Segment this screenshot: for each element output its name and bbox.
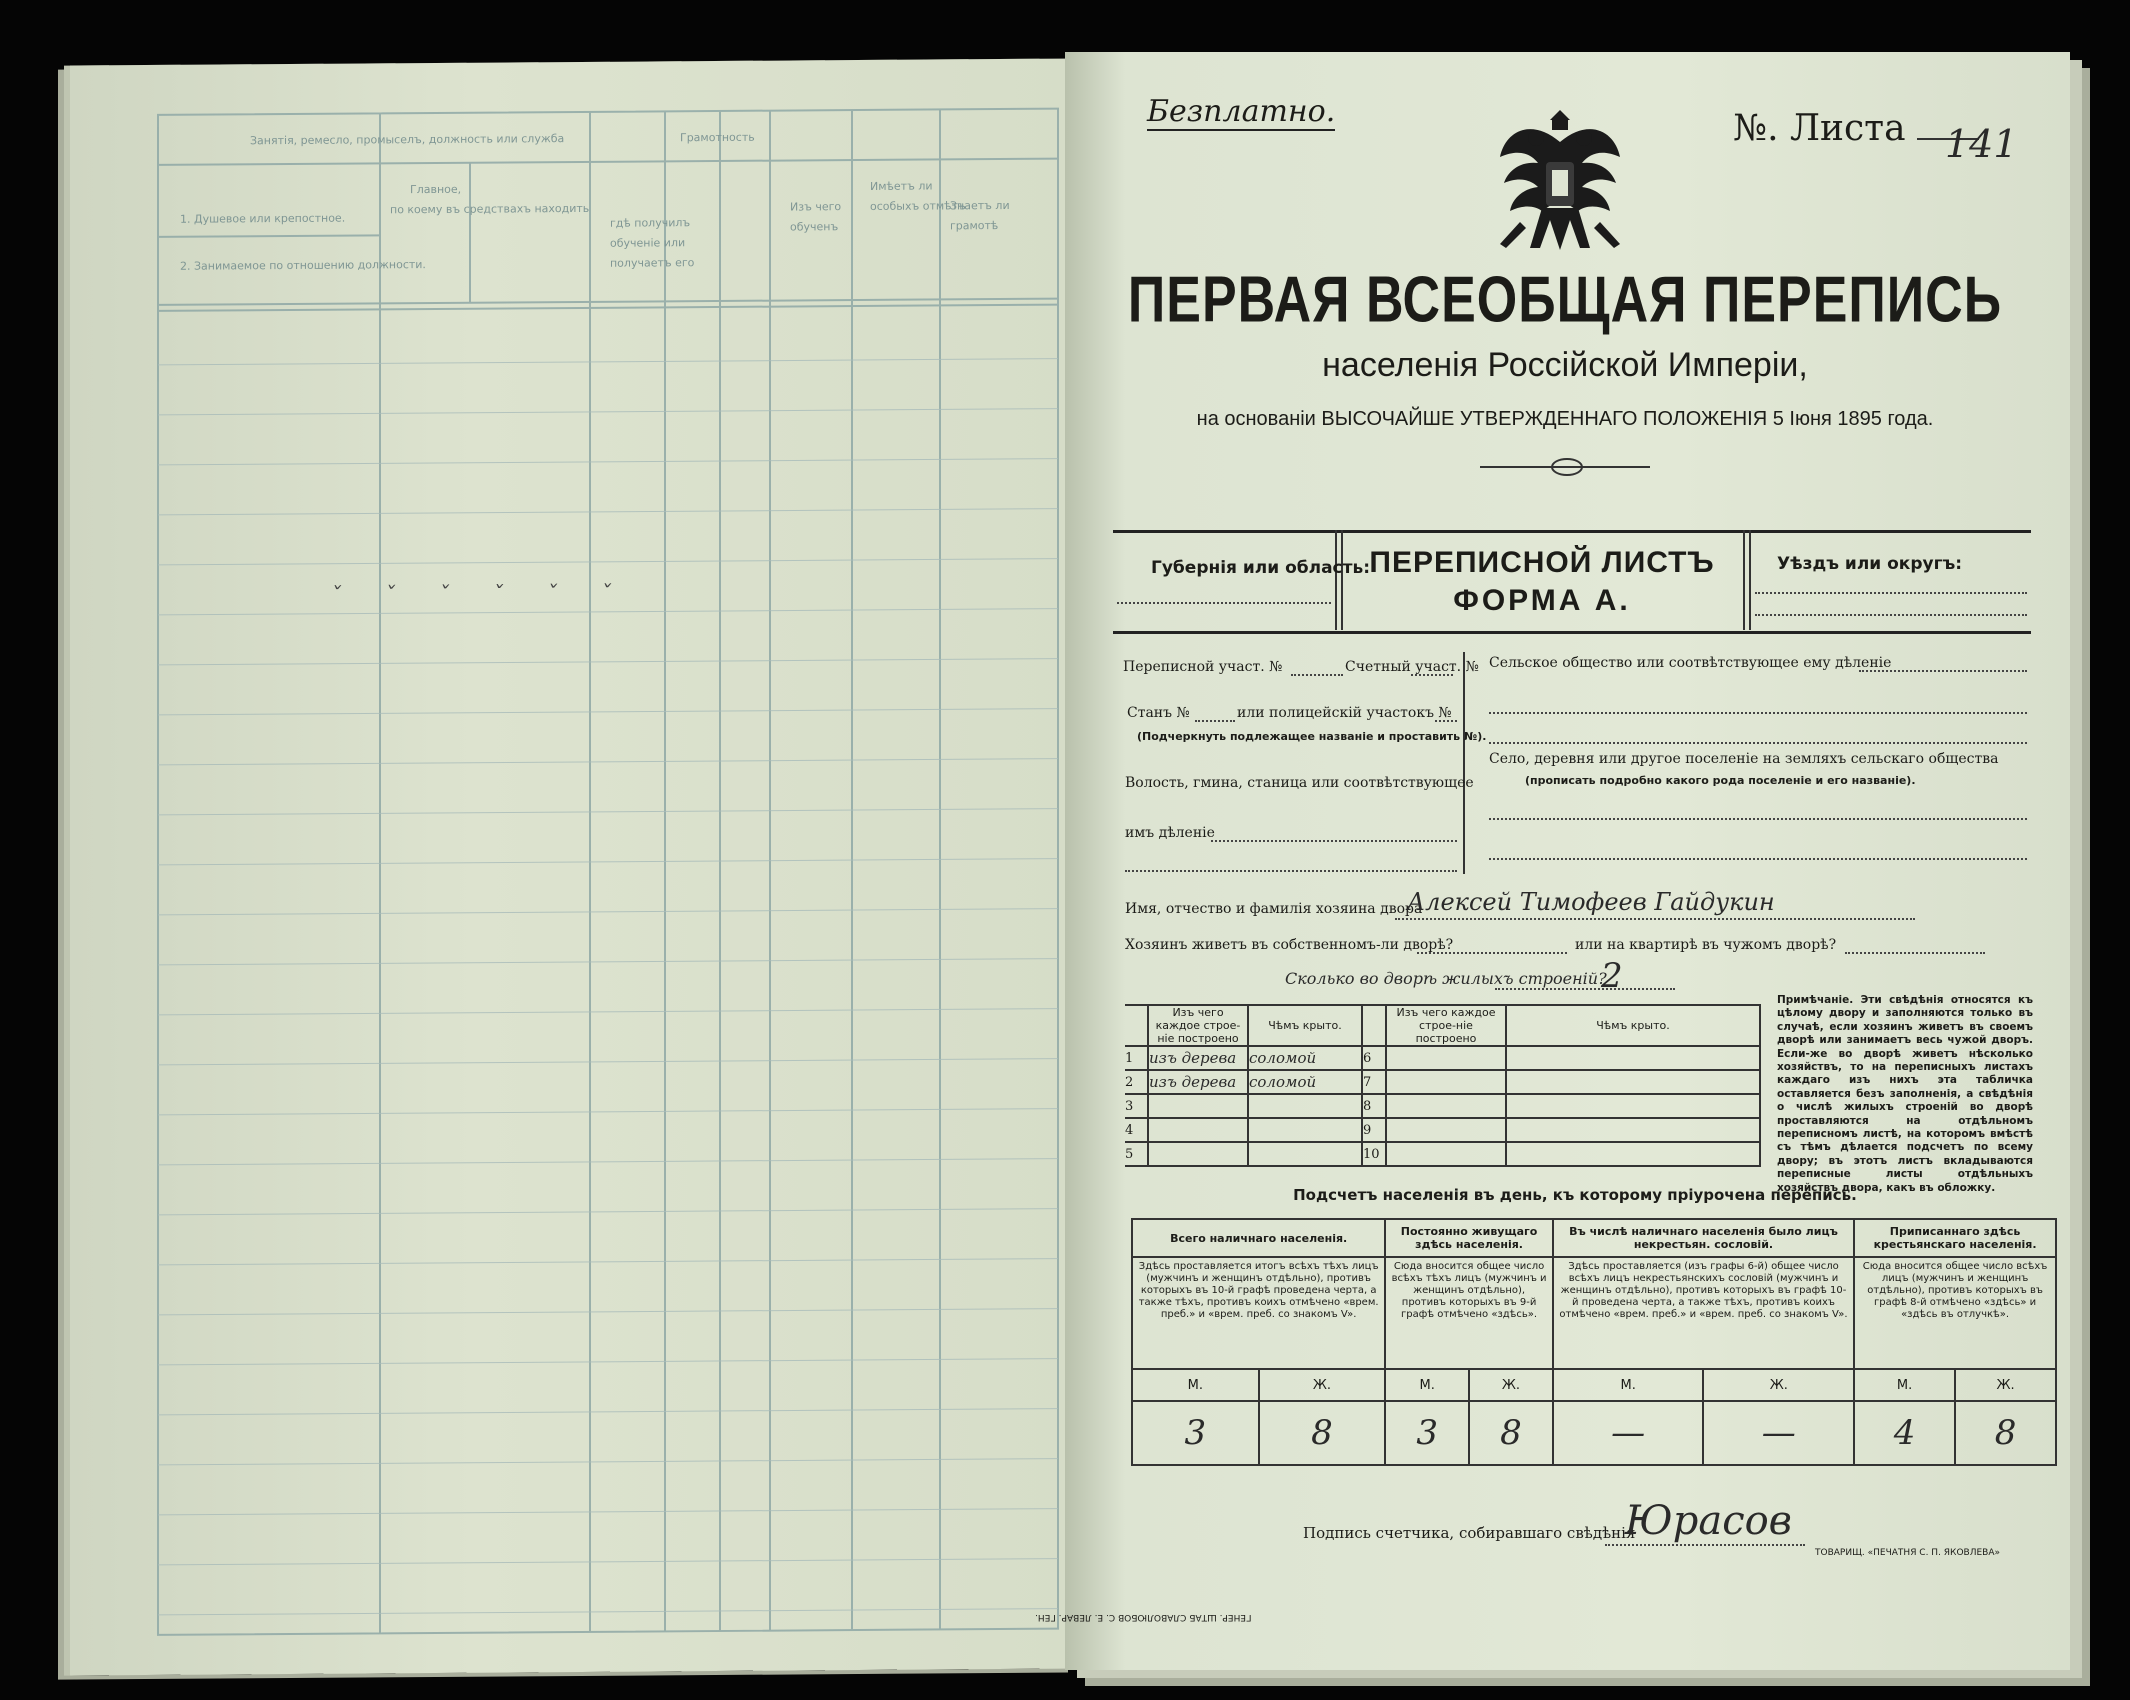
left-page-rule [158,809,1058,815]
counter-signature: Юрасов [1625,1498,1792,1544]
population-count-table [1131,1218,2057,1466]
census-subtitle: населенія Россійской Имперіи, [1322,346,1808,384]
count-f-label-4: Ж. [1955,1369,2056,1401]
village-note: (прописать подробно какого рода поселеніе и его названіе). [1525,774,1916,787]
left-page-rule [158,859,1058,865]
left-page-rule [158,1559,1058,1565]
count-col-4-header: Приписаннаго здѣсь крестьянскаго населенія. [1854,1219,2056,1257]
printer-imprint-right: ТОВАРИЩ. «ПЕЧАТНЯ С. П. ЯКОВЛЕВА» [1815,1548,2000,1558]
svg-text:грамотѣ: грамотѣ [950,219,999,233]
left-page-rule [158,759,1058,765]
ornament-center [1551,458,1583,476]
col-material-header: Изъ чего каждое строе-ніе построено [1148,1005,1248,1046]
left-page-rule [158,1059,1058,1065]
form-title: ПЕРЕПИСНОЙ ЛИСТЪ [1369,546,1715,579]
building-row-1-material: изъ дерева [1148,1046,1248,1070]
owner-name: Алексей Тимофеев Гайдукин [1407,888,1775,916]
col-roof-header-2: Чѣмъ крыто. [1506,1005,1760,1046]
svg-text:Занятія, ремесло, промыселъ, д: Занятія, ремесло, промыселъ, должность или служба [250,132,565,148]
left-page-rule [158,1259,1058,1265]
left-page-rule [158,609,1058,615]
count-col-3-header: Въ числѣ наличнаго населенія было лицъ некрестьян. сословій. [1553,1219,1854,1257]
count-m-label-3: М. [1553,1369,1704,1401]
count-total-female: 8 [1259,1401,1386,1465]
guberniya-label: Губернія или область: [1151,558,1371,578]
building-row-2-roof: соломой [1248,1070,1362,1094]
guberniya-field [1117,602,1331,604]
owner-label: Имя, отчество и фамилія хозяина двора [1125,901,1423,917]
count-f-label-1: Ж. [1259,1369,1386,1401]
building-row-6-number: 6 [1362,1046,1386,1070]
count-m-label-2: М. [1385,1369,1469,1401]
counting-district-field [1411,674,1453,676]
building-row-9-number: 9 [1362,1118,1386,1142]
volost-field [1211,840,1457,842]
count-title: Подсчетъ населенія въ день, къ которому пріурочена перепись. [1293,1186,1857,1204]
left-page-rule [158,959,1058,965]
count-f-label-3: Ж. [1703,1369,1854,1401]
police-field [1435,720,1457,722]
count-f-label-2: Ж. [1469,1369,1553,1401]
census-basis: на основаніи ВЫСОЧАЙШЕ УТВЕРЖДЕННАГО ПОЛОЖЕНІЯ 5 Іюня 1895 года. [1196,408,1934,430]
col-roof-header: Чѣмъ крыто. [1248,1005,1362,1046]
left-page-rule [158,1359,1058,1365]
own-yard-field [1417,952,1567,954]
svg-text:2. Занимаемое по отношению дол: 2. Занимаемое по отношению должности. [180,258,426,273]
buildings-field [1495,988,1675,990]
left-page-rule [158,1009,1058,1015]
census-district-label: Переписной участ. № [1123,659,1283,675]
free-label: Безплатно. [1147,94,1336,129]
left-page [70,58,1080,1675]
buildings-count: 2 [1601,956,1623,996]
left-page-rule [158,1109,1058,1115]
left-page-rule [158,409,1058,415]
own-yard-label: Хозяинъ живетъ въ собственномъ-ли дворѣ? [1125,937,1454,953]
apartment-field [1845,952,1985,954]
note-text: Примѣчаніе. Эти свѣдѣнія относятся къ цѣлому двору и заполняются только въ случаѣ, если хозяинъ живетъ въ своемъ дворѣ или занимаетъ весь чужой дворъ. Если-же во дворѣ живетъ нѣсколько хозяйствъ, то на переписныхъ листахъ каждаго изъ нихъ эта табличка оставляется безъ заполненія, а свѣдѣнія о числѣ жилыхъ строеній во дворѣ проставляются на отдѣльномъ переписномъ листѣ, на которомъ вмѣстѣ съ тѣмъ дѣлается подсчетъ по всему двору; въ этотъ листъ вкладываются переписные листы отдѣльныхъ хозяйствъ двора, какъ въ обложку. [1777,994,2033,1194]
count-col-3-desc: Здѣсь проставляется (изъ графы 6-й) общее число всѣхъ лицъ некрестьянскихъ сословій (мужчинъ и женщинъ отдѣльно), противъ которыхъ въ графѣ 10-й проведена черта, а также тѣхъ, противъ коихъ отмѣчено «врем. преб.» и «врем. преб. со знакомъ V». [1553,1257,1854,1369]
building-row-7-number: 7 [1362,1070,1386,1094]
census-form-page [1035,52,2070,1670]
count-m-label-1: М. [1132,1369,1259,1401]
signature-label: Подпись счетчика, собиравшаго свѣдѣнія [1303,1524,1636,1542]
count-nonpeasant-male: — [1553,1401,1704,1465]
left-page-rule [158,659,1058,665]
building-row-10-number: 10 [1362,1142,1386,1166]
buildings-label: Сколько во дворѣ жилыхъ строеній? [1285,969,1607,988]
sheet-number-handwritten: 141 [1945,122,2018,166]
count-col-2-header: Постоянно живущаго здѣсь населенія. [1385,1219,1553,1257]
census-title: ПЕРВАЯ ВСЕОБЩАЯ ПЕРЕПИСЬ [1127,263,2003,337]
stan-label: Станъ № [1127,705,1190,721]
uezd-label: Уѣздъ или округъ: [1777,554,1963,574]
count-m-label-4: М. [1854,1369,1955,1401]
building-row-1-number: 1 [1125,1046,1148,1070]
apartment-label: или на квартирѣ въ чужомъ дворѣ? [1575,937,1837,953]
count-permanent-female: 8 [1469,1401,1553,1465]
building-row-2-material: изъ дерева [1148,1070,1248,1094]
village-field-2 [1489,858,2027,860]
building-row-2-number: 2 [1125,1070,1148,1094]
count-col-1-desc: Здѣсь проставляется итогъ всѣхъ тѣхъ лицъ (мужчинъ и женщинъ отдѣльно), противъ которыхъ въ 10-й графѣ проведена черта, а также тѣхъ, противъ коихъ отмѣчено «врем. преб.» и «врем. преб. со знакомъ V». [1132,1257,1385,1369]
left-page-rule [158,509,1058,515]
left-page-marks: ˇ ˇ ˇ ˇ ˇ ˇ [330,581,629,609]
count-col-2-desc: Сюда вносится общее число всѣхъ тѣхъ лицъ (мужчинъ и женщинъ отдѣльно), противъ которыхъ въ 9-й графѣ отмѣчено «здѣсь». [1385,1257,1553,1369]
left-page-rule [158,1209,1058,1215]
count-registered-female: 8 [1955,1401,2056,1465]
building-row-8-number: 8 [1362,1094,1386,1118]
printer-imprint-left: ГЕНЕР. ШТАБ СЛАВОЛЮБОВ С. Е. ЛЕВАР. ГЕН. [1035,1612,1252,1622]
owner-field [1395,918,1915,920]
double-headed-eagle-icon [1460,102,1660,272]
rural-society-field-3 [1489,742,2027,744]
svg-text:Главное,: Главное, [410,182,462,197]
uezd-field-1 [1755,592,2027,594]
left-page-rule [158,559,1058,565]
left-page-rule [158,909,1058,915]
svg-text:1. Душевое или крепостное.: 1. Душевое или крепостное. [180,211,346,226]
police-note: (Подчеркнуть подлежащее названіе и проставить №). [1137,730,1487,743]
left-page-rule [158,459,1058,465]
building-row-4-number: 4 [1125,1118,1148,1142]
sheet-number-label: №. Листа [1733,108,1906,149]
svg-text:Грамотность: Грамотность [680,130,755,145]
building-row-1-roof: соломой [1248,1046,1362,1070]
svg-text:гдѣ получилъ: гдѣ получилъ [610,216,691,230]
left-page-rule [158,1159,1058,1165]
svg-text:Имѣетъ ли: Имѣетъ ли [870,179,933,193]
building-row-3-number: 3 [1125,1094,1148,1118]
svg-text:Изъ чего: Изъ чего [790,200,842,214]
rural-society-field-2 [1489,712,2027,714]
rural-society-field-1 [1859,670,2027,672]
count-total-male: 3 [1132,1401,1259,1465]
left-page-rule [158,1409,1058,1415]
count-registered-male: 4 [1854,1401,1955,1465]
police-label: или полицейскій участокъ № [1237,705,1452,721]
village-field-1 [1489,818,2027,820]
svg-text:по коему въ средствахъ находит: по коему въ средствахъ находить [390,201,590,217]
svg-text:Знаетъ ли: Знаетъ ли [950,198,1010,213]
svg-text:особыхъ отмѣтъ: особыхъ отмѣтъ [870,199,966,213]
volost-label: Волость, гмина, станица или соотвѣтствующее [1125,775,1474,791]
count-col-1-header: Всего наличнаго населенія. [1132,1219,1385,1257]
rural-society-label: Сельское общество или соотвѣтствующее ему дѣленіе [1489,655,1892,671]
uezd-field-2 [1755,614,2027,616]
svg-text:обученъ: обученъ [790,220,839,234]
count-nonpeasant-female: — [1703,1401,1854,1465]
left-page-rule [158,1459,1058,1465]
count-permanent-male: 3 [1385,1401,1469,1465]
building-row-5-number: 5 [1125,1142,1148,1166]
left-page-rule [158,1609,1058,1615]
left-page-grid [70,58,1080,1675]
svg-text:получаетъ его: получаетъ его [610,256,695,270]
left-page-rule [158,1509,1058,1515]
signature-field [1605,1544,1805,1546]
left-page-rule [158,359,1058,365]
census-district-field [1291,674,1343,676]
volost-label-2: имъ дѣленіе [1125,825,1215,841]
col-material-header-2: Изъ чего каждое строе-ніе построено [1386,1005,1506,1046]
buildings-table [1125,1004,1761,1167]
left-page-rule [158,709,1058,715]
svg-text:обученіе или: обученіе или [610,236,686,250]
count-col-4-desc: Сюда вносится общее число всѣхъ лицъ (мужчинъ и женщинъ отдѣльно), противъ которыхъ въ графѣ 8-й отмѣчено «здѣсь» и «здѣсь въ отлучкѣ». [1854,1257,2056,1369]
village-label: Село, деревня или другое поселеніе на земляхъ сельскаго общества [1489,751,1999,767]
form-letter: ФОРМА А. [1453,584,1631,617]
volost-field-2 [1125,870,1457,872]
left-page-rule [158,1309,1058,1315]
stan-field [1195,720,1235,722]
counting-district-label: Счетный участ. № [1345,659,1479,675]
